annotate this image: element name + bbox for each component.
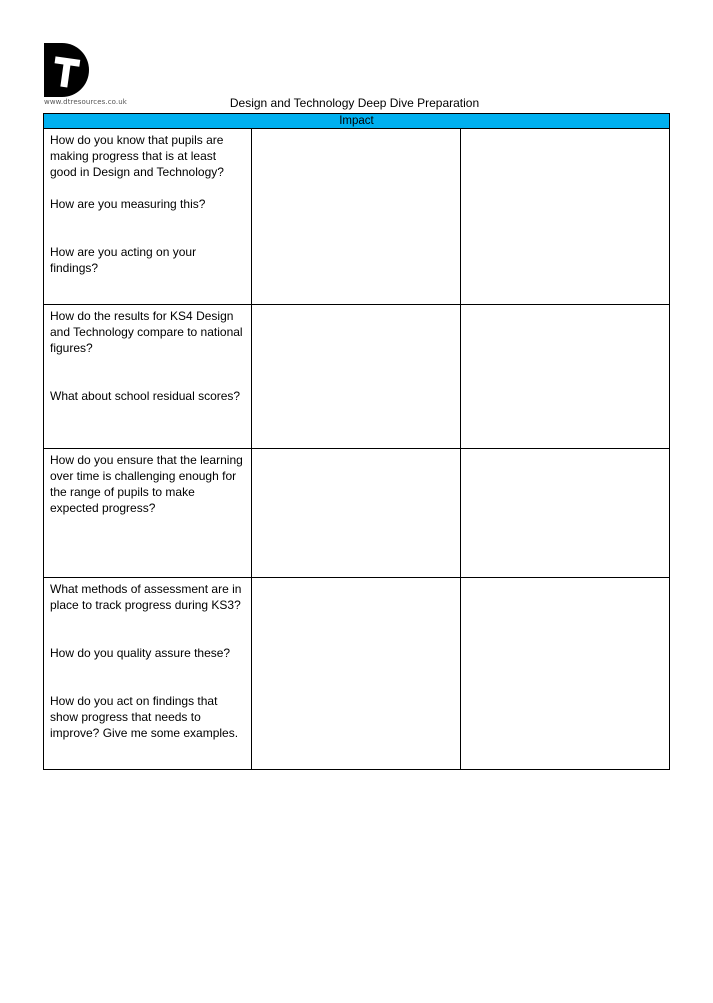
question-text: What methods of assessment are in place to track progress during KS3? — [50, 582, 242, 612]
table-row — [44, 305, 670, 449]
question-text: How do you know that pupils are making progress that is at least good in Design and Technology? — [50, 133, 224, 179]
answer-cell[interactable] — [252, 578, 460, 770]
answer-cell[interactable] — [252, 129, 460, 305]
impact-table — [43, 113, 670, 770]
question-text: How do you ensure that the learning over time is challenging enough for the range of pupils to make expected progress? — [50, 453, 243, 515]
section-header-impact: Impact — [44, 114, 670, 129]
answer-cell[interactable] — [460, 305, 669, 449]
table-row — [44, 578, 670, 770]
question-text: What about school residual scores? — [50, 389, 241, 403]
question-text: How are you acting on your findings? — [50, 245, 197, 275]
question-cell — [44, 129, 252, 305]
question-cell — [44, 449, 252, 578]
question-text: How are you measuring this? — [50, 197, 206, 211]
question-text: How do you quality assure these? — [50, 646, 231, 660]
answer-cell[interactable] — [460, 449, 669, 578]
answer-cell[interactable] — [460, 129, 669, 305]
answer-cell[interactable] — [252, 449, 460, 578]
table-row — [44, 449, 670, 578]
website-url: www.dtresources.co.uk — [44, 98, 127, 106]
answer-cell[interactable] — [252, 305, 460, 449]
question-text: How do you act on findings that show progress that needs to improve? Give me some examples. — [50, 694, 239, 740]
question-text: How do the results for KS4 Design and Technology compare to national figures? — [50, 309, 243, 355]
document-title: Design and Technology Deep Dive Preparation — [229, 96, 480, 110]
logo — [44, 43, 90, 97]
answer-cell[interactable] — [460, 578, 669, 770]
question-cell — [44, 305, 252, 449]
table-header-row — [44, 114, 670, 129]
question-cell — [44, 578, 252, 770]
table-row — [44, 129, 670, 305]
